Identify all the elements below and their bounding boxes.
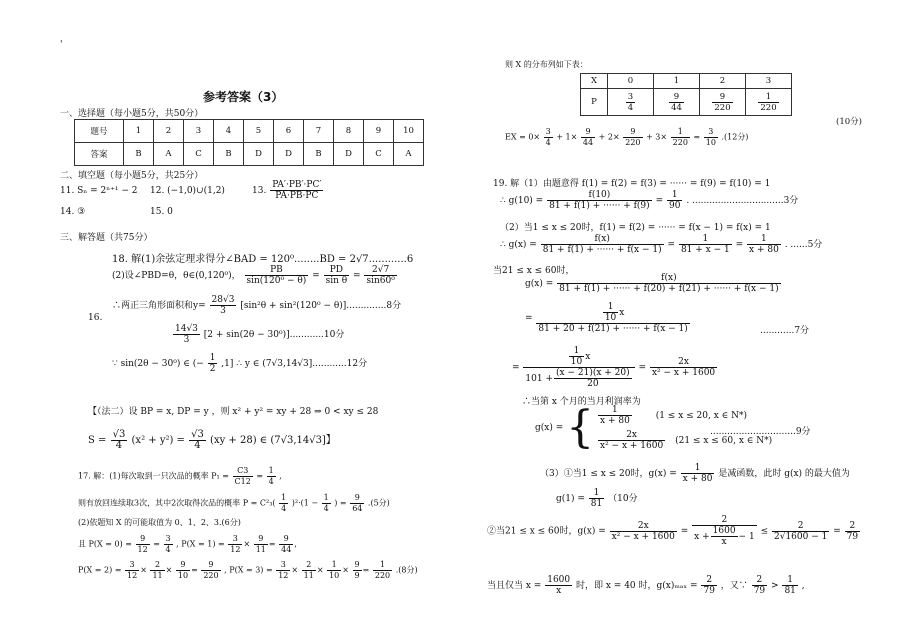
q18-part2: [112, 265, 398, 286]
q18-part3-text: [sin²θ + sin²(120⁰ − θ)]..............8分: [240, 301, 402, 311]
fraction: $\frac{2x}{\text{x² − x + 1600}}$: [600, 430, 664, 451]
fraction: $\frac{C3}{C12}$: [234, 466, 251, 486]
q19-text: ②当21 ≤ x ≤ 60时，g(x) =: [487, 526, 606, 537]
fraction: 2 x + $\frac{1600}{x}$ − 1: [694, 515, 755, 547]
q18-part4-text: [2 + sin(2θ − 30⁰)]............10分: [203, 330, 345, 340]
answer-cell: C: [184, 143, 214, 166]
q-num: 2: [154, 120, 184, 143]
section1-heading: 一、选择题（每小题5分，共50分）: [60, 109, 204, 119]
answer-cell: A: [154, 143, 184, 166]
fraction: $\frac{2}{79}$: [846, 520, 859, 542]
alt-solution-line1: 【（法二）设 BP = x, DP = y ，则 x² + y² = xy + 28 ⇒ 0 < xy ≤ 28: [88, 407, 379, 417]
q19-text: 是减函数，此时 g(x) 的最大值为: [718, 469, 850, 479]
distribution-table: [580, 73, 792, 116]
q19-text: >: [771, 581, 779, 591]
dist-cell: $\frac{9}{220}$: [700, 89, 746, 116]
q19-text: =: [833, 526, 841, 537]
q19-line2: [500, 190, 798, 211]
dist-cell: $\frac{3}{4}$: [608, 89, 654, 116]
q-num: 10: [394, 120, 424, 143]
fraction: $\frac{1}{x + 80}$: [682, 463, 713, 484]
fraction: $\frac{14√3}{3}$: [175, 324, 198, 345]
answer-cell: D: [244, 143, 274, 166]
fraction: $\frac{1}{220}$: [374, 560, 391, 580]
q17-text: ) =: [334, 498, 347, 508]
fraction: $\frac{1}{4}$: [281, 493, 287, 513]
q19-line11: [540, 463, 850, 484]
piecewise-case-1: [597, 405, 772, 426]
ex-text: EX = 0×: [505, 132, 541, 142]
alt-text: (x² + y²) =: [131, 435, 185, 446]
q17-line4: 且 P(X = 0) = $\frac{9}{12}$ = $\frac{3}{4}$ , P(X = 1) = $\frac{3}{12}$ × $\frac{9}{11}$ = $\frac{9}{44}$ ,: [78, 534, 297, 554]
fraction: $\frac{3}{10}$: [705, 127, 716, 147]
q19-text: =: [680, 526, 689, 537]
q17-text: =: [153, 539, 160, 549]
answer-table: [74, 119, 424, 166]
q18-part4: [172, 324, 344, 345]
ex-text: =: [693, 132, 701, 142]
answer-11: 11. Sₙ = 2ⁿ⁺¹ − 2: [60, 186, 138, 196]
q-num: 7: [304, 120, 334, 143]
fraction: $\frac{9}{11}$: [255, 534, 266, 554]
q19-text: ,: [801, 581, 805, 591]
q19-text: . ................................3分: [686, 196, 799, 206]
expectation: [505, 127, 748, 148]
q17-line2: [78, 493, 390, 514]
fraction: $\frac{2}{11}$: [152, 560, 163, 580]
fraction: $\frac{1}{220}$: [672, 127, 688, 147]
dist-cell: $\frac{9}{44}$: [654, 89, 700, 116]
fraction: $\frac{√3}{4}$: [191, 429, 204, 451]
q19-text: =: [735, 240, 744, 250]
q17-line5: P(X = 2) = $\frac{3}{12}$ × $\frac{2}{11}$ × $\frac{9}{10}$ = $\frac{9}{220}$ , P(X = 3) = $\frac{3}{12}$ × $\frac{2}{11}$ × $\frac{1}{10}$ × $\frac{9}{9}$ = $\frac{1}{220}$ .(8分): [78, 560, 418, 580]
fraction: $\frac{PA'\cdot PB'\cdot PC'}{PA\cdot PB\cdot PC}$: [272, 180, 322, 201]
fraction: $\frac{9}{9}$: [354, 560, 360, 580]
fraction: $\frac{9}{44}$: [281, 534, 292, 554]
fraction: $\frac{2x}{\text{x² − x + 1600}}$: [611, 520, 675, 542]
fraction: $\frac{1}{x + 80}$: [749, 234, 779, 255]
answer-table-label: 答案: [75, 143, 124, 166]
q18-part5: [112, 353, 367, 374]
fraction: $\frac{1}{81}$: [784, 575, 796, 596]
q-num: 5: [244, 120, 274, 143]
q19-text: . ......5分: [784, 240, 823, 250]
fraction: $\frac{PB}{\text{sin(120⁰ − θ)}}$: [246, 265, 307, 286]
fraction: $\frac{9}{10}$: [177, 560, 189, 580]
fraction: $\frac{9}{220}$: [203, 560, 219, 580]
q17-text: , P(X = 3) =: [224, 565, 273, 575]
fraction: $\frac{f(x)}{81 + f(1) + \cdot\cdot\cdot\cdot\cdot\cdot + f(20) + f(21) + \cdot\cdot\cdot\cdot\cdot\cdot + f(x - 1)}$: [559, 273, 779, 294]
q19-line6: [525, 273, 782, 294]
q19-line3: （2）当1 ≤ x ≤ 20时，f(1) = f(2) = ······ = f(x − 1) = f(x) = 1: [500, 223, 771, 233]
dist-cell: 1: [654, 74, 700, 89]
answer-cell: A: [394, 143, 424, 166]
answer-table-label: 题号: [75, 120, 124, 143]
q19-text: g(x) =: [535, 423, 564, 433]
equals: =: [312, 271, 320, 281]
fraction: $\frac{1}{81}$: [590, 488, 603, 509]
q19-text: =: [655, 196, 664, 206]
q19-text: ，又∵: [720, 581, 748, 591]
q19-line13: [487, 515, 861, 547]
fraction: $\frac{9}{220}$: [625, 127, 641, 147]
fraction: $\frac{3}{4}$: [545, 127, 551, 147]
ex-text: .(12分): [721, 132, 749, 142]
case-condition: (21 ≤ x ≤ 60, x ∈ N*): [675, 436, 773, 446]
q-num: 8: [334, 120, 364, 143]
q19-text: =: [512, 363, 520, 373]
q-num: 6: [274, 120, 304, 143]
fraction: $\frac{2}{79}$: [753, 575, 766, 596]
fraction: $\frac{2}{2√1600 - 1}$: [773, 520, 828, 542]
q18-part1: 18. 解(1)余弦定理求得分∠BAD = 120⁰........BD = 2√7............6: [112, 254, 414, 265]
fraction: $\frac{9}{12}$: [137, 534, 148, 554]
q19-line7: [525, 302, 691, 334]
q18-part3-text: ∴两正三角形面积和y=: [112, 301, 206, 311]
fraction: $\frac{2√7}{\text{sin60⁰}}$: [366, 265, 395, 286]
q19-line4: [500, 234, 822, 255]
dist-cell: X: [581, 74, 608, 89]
q-num: 3: [184, 120, 214, 143]
fraction: $\frac{2}{11}$: [303, 560, 314, 580]
answer-13: [252, 180, 324, 201]
q19-text: g(x) =: [525, 279, 554, 289]
q-num: 1: [124, 120, 154, 143]
dist-cell: P: [581, 89, 608, 116]
fraction: $\frac{1}{81 + x - 1}$: [680, 234, 730, 255]
q19-text: =: [525, 313, 533, 324]
fraction: $\frac{1}{4}$: [268, 466, 274, 486]
fraction: $\frac{1}{10}$ x 101 + $\frac{(x - 21)(x + 20)}{20}$: [523, 346, 634, 389]
fraction: $\frac{f(x)}{81 + f(1) + \cdot\cdot\cdot\cdot\cdot\cdot + f(x - 1)}$: [542, 234, 662, 255]
dist-row-p: [581, 89, 792, 116]
score-10: (10分): [836, 117, 862, 127]
q17-text: 则有放回连续取3次，其中2次取得次品的概率 P = C²₃(: [78, 498, 276, 508]
equals: =: [353, 271, 361, 281]
q19-text: =: [667, 240, 676, 250]
q19-line8: [512, 346, 718, 389]
q17-line3: (2)依题知 X 的可能取值为 0、1、2、3.(6分): [78, 518, 241, 527]
ex-text: + 2×: [598, 132, 620, 142]
fraction: $\frac{9}{64}$: [352, 493, 363, 513]
answer-table-row-answers: [75, 143, 424, 166]
q19-line12: [556, 488, 638, 509]
dist-intro: 则 X 的分布列如下表：: [505, 60, 588, 69]
fraction: $\frac{3}{4}$: [165, 534, 171, 554]
q19-text: g(1) =: [556, 494, 585, 504]
q17-text: .(8分): [395, 565, 418, 575]
q-num: 4: [214, 120, 244, 143]
dist-cell: 2: [700, 74, 746, 89]
q19-score7: ............7分: [760, 326, 810, 336]
section2-heading: 二、填空题（每小题5分，共25分）: [60, 171, 204, 181]
q19-text: ∴ g(10) =: [500, 196, 544, 206]
fraction: $\frac{2}{79}$: [703, 575, 715, 596]
alt-text: (xy + 28) ∈ (7√3,14√3]】: [210, 435, 336, 446]
dist-cell: 0: [608, 74, 654, 89]
q19-text: （3）①当1 ≤ x ≤ 20时，g(x) =: [540, 469, 677, 479]
q17-text: =: [256, 471, 264, 481]
page-title: 参考答案（3）: [203, 90, 284, 104]
answer-14: 14. ③: [60, 207, 86, 217]
answer-cell: B: [124, 143, 154, 166]
q16-label: 16.: [88, 313, 103, 323]
q19-text: =: [638, 363, 647, 373]
alt-solution-line2: [88, 430, 336, 451]
dist-row-x: [581, 74, 792, 89]
ex-text: + 1×: [556, 132, 578, 142]
q19-line5: 当21 ≤ x ≤ 60时，: [493, 266, 575, 276]
q17-text: 且 P(X = 0) =: [78, 539, 132, 549]
answer-cell: B: [304, 143, 334, 166]
q19-text: 时，即 x = 40 时，g(x)ₘₐₓ =: [576, 581, 698, 591]
q17-text: , P(X = 1) =: [176, 539, 225, 549]
answer-12: 12. (−1,0)∪(1,2): [150, 186, 225, 196]
fraction: $\frac{1}{x + 80}$: [600, 405, 630, 426]
q19-text: ≤: [760, 526, 769, 537]
fraction: $\frac{2x}{\text{x² − x + 1600}}$: [651, 357, 716, 378]
q17-text: .(5分): [367, 498, 390, 508]
q17-line1: [78, 466, 282, 487]
section3-heading: 三、解答题（共75分）: [60, 233, 153, 243]
fraction: $\frac{28√3}{3}$: [211, 295, 235, 316]
dist-cell: $\frac{1}{220}$: [746, 89, 792, 116]
q18-part3: [112, 295, 401, 316]
q-num: 9: [364, 120, 394, 143]
q19-text: 当且仅当 x =: [487, 581, 542, 591]
answer-table-row-nums: [75, 120, 424, 143]
corner-mark: ': [60, 40, 63, 50]
q17-text: 17. 解：(1)每次取到一只次品的概率 P₁ =: [78, 471, 229, 481]
q17-text: P(X = 2) =: [78, 565, 122, 575]
case-condition: (1 ≤ x ≤ 20, x ∈ N*): [655, 411, 748, 421]
fraction: $\frac{1600}{x}$: [547, 575, 571, 596]
q17-text: )²·(1 −: [291, 498, 319, 508]
fraction: $\frac{1}{4}$: [323, 493, 329, 513]
q18-part5-text: ∵ sin(2θ − 30⁰) ∈ (−: [112, 359, 204, 369]
fraction: $\frac{√3}{4}$: [112, 429, 126, 451]
answer-cell: D: [274, 143, 304, 166]
alt-text: S =: [88, 435, 107, 446]
fraction: $\frac{1}{10}$: [329, 560, 340, 580]
fraction: $\frac{1}{2}$: [209, 353, 216, 374]
ex-text: + 3×: [646, 132, 668, 142]
answer-15: 15. 0: [150, 207, 173, 217]
q19-line1: 19. 解（1）由题意得 f(1) = f(2) = f(3) = ······ = f(9) = f(10) = 1: [493, 179, 771, 189]
fraction: $\frac{PD}{\text{sin θ}}$: [325, 265, 348, 286]
q18-part2-text: (2)设∠PBD=θ，θ∈(0,120⁰)，: [112, 271, 241, 281]
answer-cell: D: [334, 143, 364, 166]
q19-text: ∴ g(x) =: [500, 240, 537, 250]
dist-cell: 3: [746, 74, 792, 89]
q19-text: （10分: [608, 494, 638, 504]
fraction: $\frac{9}{44}$: [582, 127, 594, 147]
fraction: $\frac{1}{90}$: [668, 190, 681, 211]
q19-line9: ∴当第 x 个月的当月利润率为: [522, 397, 641, 407]
q17-text: ,: [279, 471, 282, 481]
answer-13-label: 13.: [252, 186, 267, 196]
fraction: $\frac{f(10)}{81 + f(1) + \cdot\cdot\cdot\cdot\cdot\cdot + f(9)}$: [549, 190, 650, 211]
fraction: $\frac{1}{10}$ x 81 + 20 + f(21) + ······ + f(x − 1): [538, 302, 688, 334]
answer-cell: C: [364, 143, 394, 166]
answer-cell: B: [214, 143, 244, 166]
fraction: $\frac{3}{12}$: [278, 560, 289, 580]
q19-line14: [487, 575, 805, 596]
q19-score9: ..............................9分: [710, 427, 811, 437]
q18-part5-text: ,1] ∴ y ∈ (7√3,14√3]............12分: [221, 359, 368, 369]
fraction: $\frac{3}{12}$: [127, 560, 138, 580]
fraction: $\frac{3}{12}$: [230, 534, 241, 554]
left-brace-icon: {: [566, 402, 595, 453]
